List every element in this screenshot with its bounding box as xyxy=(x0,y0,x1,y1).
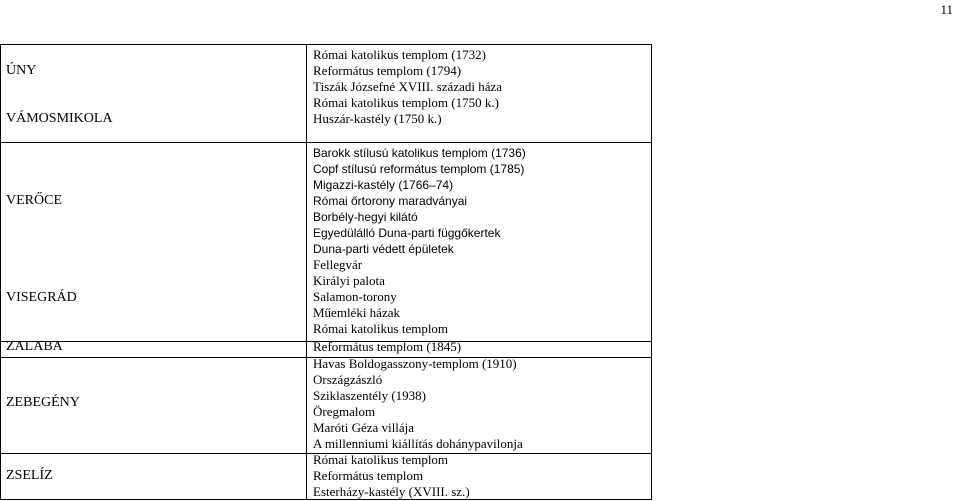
sights-table xyxy=(0,44,652,500)
list-item: Esterházy-kastély (XVIII. sz.) xyxy=(313,484,470,499)
list-item: Római katolikus templom xyxy=(313,321,449,336)
sights-list xyxy=(313,452,470,500)
list-item: Országzászló xyxy=(313,372,383,387)
list-item: Fellegvár xyxy=(313,257,363,272)
list-item: Református templom (1794) xyxy=(313,63,462,78)
list-item: A millenniumi kiállítás dohánypavilonja xyxy=(313,436,523,451)
list-item: Református templom (1845) xyxy=(313,339,462,354)
list-item: Királyi palota xyxy=(313,273,385,288)
list-item: Migazzi-kastély (1766–74) xyxy=(313,178,454,192)
table-right-border xyxy=(651,45,652,499)
list-item: Copf stílusú református templom (1785) xyxy=(313,162,525,176)
sights-list xyxy=(313,339,461,355)
list-item: Római katolikus templom (1750 k.) xyxy=(313,95,499,110)
place-name: ÚNY xyxy=(6,63,37,78)
row-divider xyxy=(0,142,652,143)
list-item: Sziklaszentély (1938) xyxy=(313,388,426,403)
list-item: Tiszák Józsefné XVIII. századi háza xyxy=(313,79,503,94)
page-number: 11 xyxy=(940,2,953,17)
list-item: Római katolikus templom xyxy=(313,452,449,467)
sights-list xyxy=(313,95,499,127)
place-name: VÁMOSMIKOLA xyxy=(6,111,113,126)
list-item: Havas Boldogasszony-templom (1910) xyxy=(313,356,517,371)
list-item: Duna-parti védett épületek xyxy=(313,242,454,256)
list-item: Római őrtorony maradványai xyxy=(313,194,468,208)
place-name: VISEGRÁD xyxy=(6,290,77,305)
list-item: Műemléki házak xyxy=(313,305,400,320)
sights-list xyxy=(313,47,502,95)
list-item: Öregmalom xyxy=(313,404,376,419)
place-name: ZALABA xyxy=(6,339,63,354)
sights-list xyxy=(313,145,526,257)
place-name: ZSELÍZ xyxy=(6,468,53,483)
place-name: VERŐCE xyxy=(6,193,62,208)
list-item: Barokk stílusú katolikus templom (1736) xyxy=(313,146,526,160)
place-name: ZEBEGÉNY xyxy=(6,395,80,410)
sights-list xyxy=(313,257,448,337)
list-item: Egyedülálló Duna-parti függőkertek xyxy=(313,226,501,240)
list-item: Református templom xyxy=(313,468,424,483)
list-item: Borbély-hegyi kilátó xyxy=(313,210,418,224)
sights-list xyxy=(313,356,523,452)
list-item: Római katolikus templom (1732) xyxy=(313,47,486,62)
column-divider xyxy=(306,45,307,499)
table-left-border xyxy=(0,45,1,499)
list-item: Maróti Géza villája xyxy=(313,420,415,435)
list-item: Salamon-torony xyxy=(313,289,397,304)
list-item: Huszár-kastély (1750 k.) xyxy=(313,111,442,126)
